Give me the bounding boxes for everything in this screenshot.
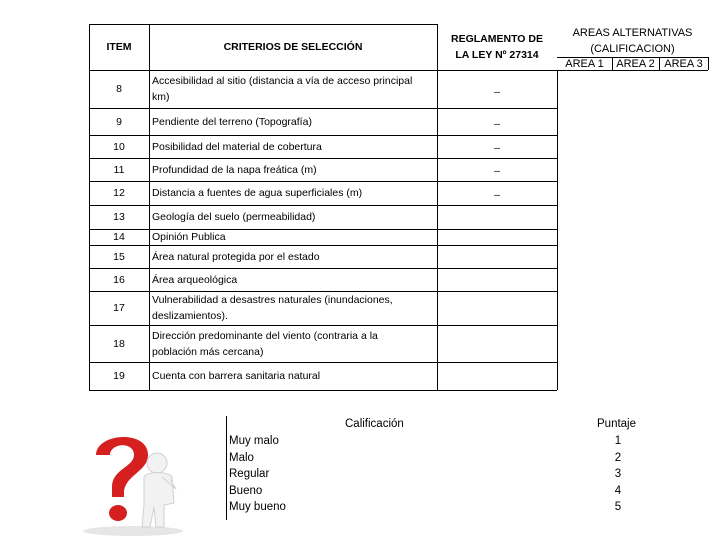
header-criterios: CRITERIOS DE SELECCIÓN — [223, 41, 363, 53]
row-item: 8 — [116, 83, 122, 95]
legend — [0, 410, 720, 540]
row-criterio: Geología del suelo (permeabilidad) — [152, 211, 316, 223]
row-item: 14 — [113, 231, 125, 243]
row-criterio: Profundidad de la napa freática (m) — [152, 163, 317, 176]
row-criterio-line1: Vulnerabilidad a desastres naturales (inundaciones, — [152, 294, 393, 306]
row-reglamento: – — [494, 142, 500, 154]
row-criterio — [152, 72, 436, 106]
legend-label: Muy malo — [229, 435, 279, 447]
header-reglamento-line2: LA LEY Nº 27314 — [455, 49, 539, 61]
puntaje-title: Puntaje — [597, 418, 637, 430]
row-criterio-line2: deslizamientos). — [152, 310, 228, 322]
row-reglamento: – — [494, 86, 500, 98]
legend-score: 4 — [614, 485, 622, 497]
row-criterio: Cuenta con barrera sanitaria natural — [152, 370, 321, 382]
row-criterio — [152, 326, 436, 361]
row-criterio: Pendiente del terreno (Topografía) — [152, 115, 312, 128]
row-criterio-line1: Dirección predominante del viento (contraria a la — [152, 329, 378, 342]
row-reglamento: – — [494, 118, 500, 130]
row-criterio: Área natural protegida por el estado — [152, 250, 320, 263]
row-item: 18 — [113, 337, 125, 350]
legend-label: Regular — [229, 468, 270, 480]
row-criterio: Opinión Publica — [152, 231, 226, 243]
row-item: 12 — [113, 187, 125, 199]
row-item: 17 — [113, 302, 125, 314]
header-reglamento — [437, 31, 557, 63]
row-criterio-line2: km) — [152, 91, 170, 103]
header-area-2: AREA 2 — [616, 58, 655, 70]
row-criterio: Área arqueológica — [152, 273, 238, 286]
row-item: 15 — [113, 250, 125, 263]
header-area-3: AREA 3 — [664, 58, 703, 70]
row-criterio: Posibilidad del material de cobertura — [152, 140, 322, 153]
legend-score: 3 — [614, 468, 622, 480]
legend-score: 1 — [614, 435, 622, 447]
legend-score: 2 — [614, 452, 622, 464]
row-item: 16 — [113, 273, 125, 286]
row-item: 11 — [113, 163, 125, 176]
row-item: 9 — [116, 115, 122, 128]
row-item: 19 — [113, 370, 125, 382]
row-item: 13 — [113, 211, 125, 223]
header-item: ITEM — [106, 41, 132, 53]
header-areas-line1: AREAS ALTERNATIVAS — [572, 27, 693, 39]
row-reglamento: – — [494, 189, 500, 201]
row-reglamento: – — [494, 165, 500, 177]
row-item: 10 — [113, 140, 125, 153]
row-criterio — [152, 292, 436, 324]
header-areas — [557, 25, 708, 57]
legend-label: Malo — [229, 452, 254, 464]
row-criterio-line1: Accesibilidad al sitio (distancia a vía de acceso principal — [152, 75, 413, 87]
header-areas-line2: (CALIFICACION) — [590, 43, 675, 55]
header-area-1: AREA 1 — [565, 58, 604, 70]
legend-score: 5 — [614, 501, 622, 513]
legend-label: Muy bueno — [229, 501, 286, 513]
calificacion-title: Calificación — [345, 418, 404, 430]
legend-label: Bueno — [229, 485, 263, 497]
header-reglamento-line1: REGLAMENTO DE — [451, 33, 543, 45]
row-criterio-line2: población más cercana) — [152, 345, 264, 358]
row-criterio: Distancia a fuentes de agua superficiales (m) — [152, 187, 363, 199]
